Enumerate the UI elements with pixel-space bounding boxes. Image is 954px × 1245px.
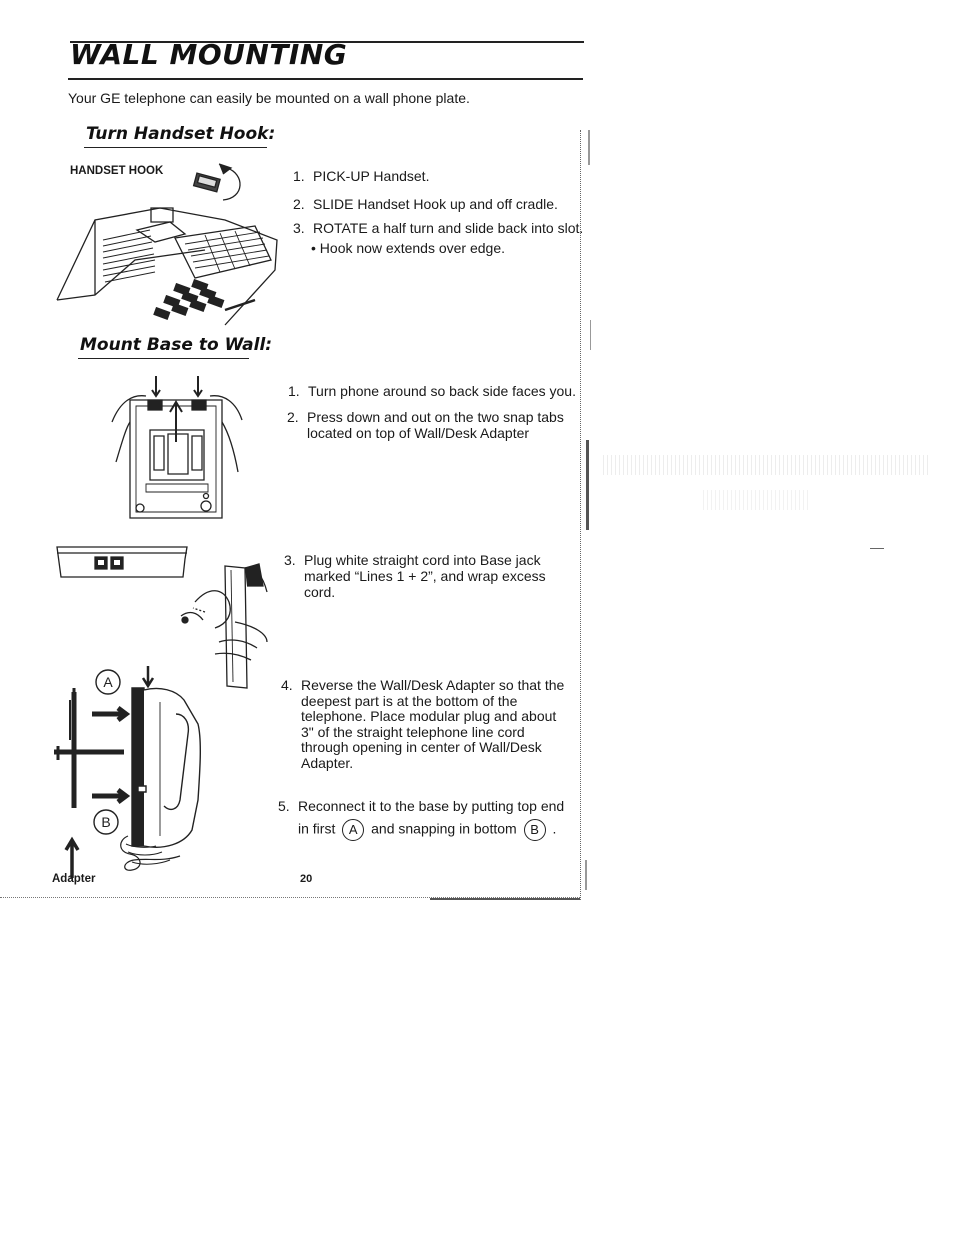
bottom-rule-right — [430, 898, 580, 900]
callout-b-inline: B — [524, 819, 546, 841]
mount-base-step-5: 5. Reconnect it to the base by putting top end in first A and snapping in bottom B . — [278, 798, 564, 841]
page-title: WALL MOUNTING — [70, 38, 348, 71]
adapter-label: Adapter — [52, 873, 96, 885]
callout-a-inline: A — [342, 819, 364, 841]
intro-text: Your GE telephone can easily be mounted on a wall phone plate. — [68, 90, 470, 106]
mount-base-step-4: 4. Reverse the Wall/Desk Adapter so that the deepest part is at the bottom of the telephone. Place modular plug and about 3" of the straight telephone line cord through opening in center of Wall/Desk Adapter. — [281, 677, 565, 771]
binding-speck — [588, 130, 590, 165]
scan-noise — [600, 455, 930, 475]
scan-noise — [870, 548, 884, 549]
page-number: 20 — [300, 873, 313, 885]
binding-speck — [590, 320, 591, 350]
callout-b-figure: B — [101, 814, 111, 830]
base-jack-illustration — [55, 543, 190, 579]
title-rule-bottom — [68, 78, 583, 80]
handset-hook-piece — [194, 164, 240, 200]
scan-noise — [700, 490, 810, 510]
mount-base-step-2: 2. Press down and out on the two snap tabs located on top of Wall/Desk Adapter — [287, 409, 564, 441]
right-binding-edge — [580, 130, 583, 900]
binding-speck — [585, 860, 587, 890]
turn-hook-step-1: 1. PICK-UP Handset. — [293, 168, 430, 184]
handset-hook-label: HANDSET HOOK — [70, 165, 164, 177]
wall-mount-illustration — [52, 660, 212, 880]
section-heading-mount-base: Mount Base to Wall: — [80, 335, 273, 355]
mount-base-step-3: 3. Plug white straight cord into Base jack marked “Lines 1 + 2”, and wrap excess cord. — [284, 552, 546, 600]
mount-base-step-1: 1. Turn phone around so back side faces you. — [288, 383, 576, 399]
callout-a-figure: A — [103, 674, 113, 690]
phone-back-illustration — [110, 372, 245, 522]
turn-hook-bullet: • Hook now extends over edge. — [311, 240, 506, 256]
section-rule-mount-base — [78, 358, 249, 359]
section-heading-turn-hook: Turn Handset Hook: — [86, 124, 276, 144]
turn-hook-step-3: 3. ROTATE a half turn and slide back into slot. — [293, 220, 584, 236]
binding-speck — [586, 440, 589, 530]
turn-hook-step-2: 2. SLIDE Handset Hook up and off cradle. — [293, 196, 558, 212]
phone-base-illustration — [55, 160, 285, 328]
section-rule-turn-hook — [84, 147, 267, 148]
